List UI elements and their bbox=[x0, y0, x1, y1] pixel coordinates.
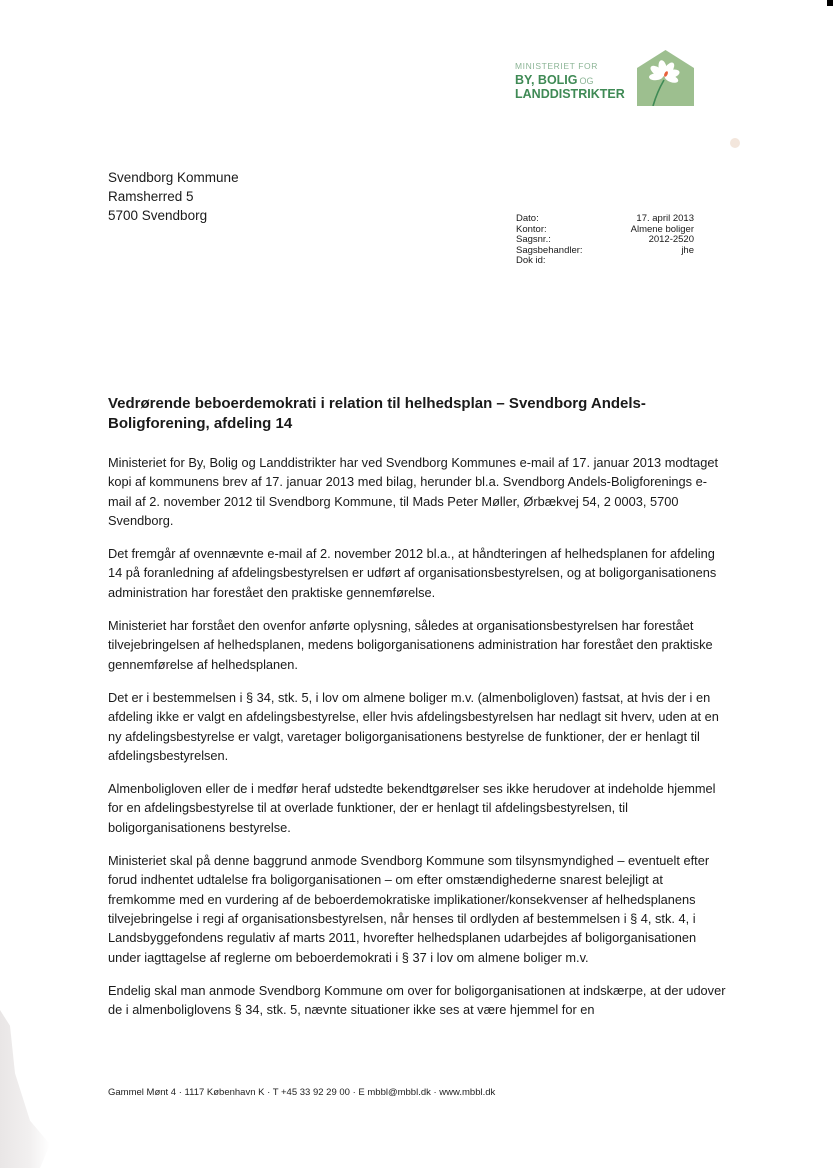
recipient-city: 5700 Svendborg bbox=[108, 208, 208, 223]
body-paragraph: Det fremgår af ovennævnte e-mail af 2. november 2012 bl.a., at håndteringen af helhedsplanen for afdeling 14 på foranledning af afdelingsbestyrelsen er udført af organisationsbestyrelsen, og at boligorganisationens administration har forestået den praktiske gennemførelse. bbox=[108, 546, 717, 600]
scan-shadow bbox=[0, 1010, 50, 1168]
meta-row-case-number bbox=[516, 235, 694, 246]
meta-label: Sagsbehandler: bbox=[516, 244, 583, 256]
logo-wordmark bbox=[515, 62, 625, 101]
logo-line-2 bbox=[515, 74, 625, 87]
body-paragraph: Ministeriet har forstået den ovenfor anførte oplysning, således at organisationsbestyrelsen har forestået tilvejebringelsen af helhedsplanen, medens boligorganisationens administration har forestået den praktiske gennemførelse af helhedsplanen. bbox=[108, 618, 713, 672]
meta-row-doc-id bbox=[516, 256, 694, 267]
letter-subject: Vedrørende beboerdemokrati i relation til helhedsplan – Svendborg Andels-Boligforening, afdeling 14 bbox=[108, 395, 646, 432]
letter-body bbox=[108, 453, 728, 1033]
meta-label: Dato: bbox=[516, 213, 539, 224]
recipient-name: Svendborg Kommune bbox=[108, 170, 239, 185]
meta-label: Sagsnr.: bbox=[516, 234, 551, 245]
recipient-address bbox=[108, 168, 239, 225]
body-paragraph: Almenboligloven eller de i medfør heraf udstedte bekendtgørelser ses ikke herudover at indeholde hjemmel for en afdelingsbestyrelse til at overlade funktioner, der er henlagt til afdelingsbestyrelsen, til boligorganisationens bestyrelse. bbox=[108, 781, 716, 835]
body-paragraph: Ministeriet skal på denne baggrund anmode Svendborg Kommune som tilsynsmyndighed – eventuelt efter forud indhentet udtalelse fra boligorganisationen – om efter omstændighederne snarest belejligt at fremkomme med en vurdering af de beboerdemokratiske implikationer/konsekvenser af helhedsplanens tilvejebringelse i regi af organisationsbestyrelsen, når henses til ordlyden af bestemmelsen i § 4, stk. 4, i Landsbyggefondens regulativ af marts 2011, hvorefter helhedsplanen udarbejdes af boligorganisationen under iagttagelse af reglerne om beboerdemokrati i § 37 i lov om almene boliger m.v. bbox=[108, 853, 710, 965]
house-flower-icon bbox=[637, 50, 694, 106]
recipient-street: Ramsherred 5 bbox=[108, 189, 194, 204]
letter-footer: Gammel Mønt 4 · 1117 København K · T +45 33 92 29 00 · E mbbl@mbbl.dk · www.mbbl.dk bbox=[108, 1087, 496, 1098]
meta-value: 17. april 2013 bbox=[636, 213, 694, 224]
meta-label: Dok id: bbox=[516, 255, 546, 266]
scan-corner-mark bbox=[827, 0, 833, 6]
body-paragraph: Det er i bestemmelsen i § 34, stk. 5, i lov om almene boliger m.v. (almenboligloven) fastsat, at hvis der i en afdeling ikke er valgt en afdelingsbestyrelse, eller hvis afdelingsbestyrelsen har nedlagt sit hverv, uden at en ny afdelingsbestyrelse er valgt, varetager boligorganisationens bestyrelse de funktioner, der er henlagt til afdelingsbestyrelsen. bbox=[108, 689, 719, 763]
body-paragraph: Endelig skal man anmode Svendborg Kommune om over for boligorganisationen at indskærpe, at der udover de i almenboliglovens § 34, stk. 5, nævnte situationer ikke ses at være hjemmel for en bbox=[108, 982, 726, 1018]
ministry-logo bbox=[515, 50, 695, 106]
meta-label: Kontor: bbox=[516, 223, 547, 235]
meta-value: 2012-2520 bbox=[648, 234, 694, 245]
meta-row-date bbox=[516, 214, 694, 225]
body-paragraph: Ministeriet for By, Bolig og Landdistrikter har ved Svendborg Kommunes e-mail af 17. januar 2013 modtaget kopi af kommunens brev af 17. januar 2013 med bilag, herunder bl.a. Svendborg Andels-Boligforenings e-mail af 2. november 2012 til Svendborg Kommune, til Mads Peter Møller, Ørbækvej 54, 2 0003, 5700 Svendborg. bbox=[108, 455, 719, 528]
logo-og: OG bbox=[579, 75, 594, 86]
meta-value: jhe bbox=[681, 244, 694, 256]
logo-line-1: MINISTERIET FOR bbox=[515, 61, 598, 71]
logo-line-3: LANDDISTRIKTER bbox=[515, 87, 625, 101]
logo-line-2-text: BY, BOLIG bbox=[515, 72, 578, 87]
letter-metadata bbox=[516, 214, 694, 267]
paper-stain bbox=[730, 138, 740, 148]
meta-value: Almene boliger bbox=[630, 223, 694, 235]
